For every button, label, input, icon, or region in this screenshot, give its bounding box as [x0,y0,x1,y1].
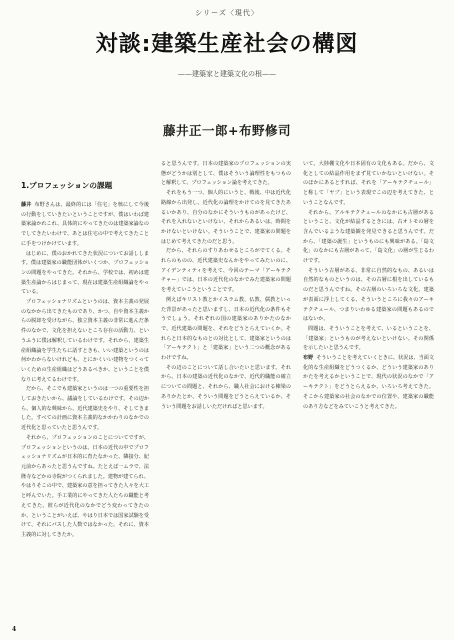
author-funo: 布野修司 [238,123,291,138]
authors-line [0,121,454,139]
paragraph: それから、プロフェッションのことについてですが、プロフェッションというのは、日本の近代の中でプロフェッショナリズムが日本的に育たなかった、隣接分、紀元前からあったと思うんですね。たとえば一ムラで、法隆寺などかの寺院がつくられました。建物が建てられ、やはりそこの中で、建築家の意を担ってきた人々を大工と呼んでいた。手工業的にやってきた人たちの職能と考えてきた、彼らが近代化のなかでどう変わってきたのか、ということがいえば、やはり日本では国家試験を受けて、それにパスした人数ではなかった、それに、資本主義的に対してきたか。 [21,434,149,538]
paragraph: そういう古層がある、非常に自然的なもの、あるいは自然的なものというのは、その古層に根を出しているものだと思うんですね。その古層のいろいろな文化、建築が表面に浮上してくる、そういうところに我々のアーキテクチュール、つまりいわゆる建築家の問題もあるのではないか。 [303,267,434,323]
page-number: 4 [12,626,17,633]
paragraph-text: 布野さんは、最終的には「住宅」を核にして今後の行動をしていきたいということですが、僕はいわば建築家論かれこれ、具体的にやってきたのは建築家論なのでしてきたいわけで、あとは住宅の中で考えてきたことに手をつけかけています。 [21,202,149,247]
text-column-3 [303,160,434,623]
paragraph [21,201,149,250]
paragraph: それをもう一つ、個人的にいうと、戦後、中は近代化路線から出発し、近代化の論理をかけてのを見てきたあるいかあり、自分のなかにそういうものがあったけど、それを入れないといけない、それからあるいは、時間をかけないといけない。そういうことで、建築家の問題をはじめて考えてきたのだと思う。 [161,190,291,245]
page-title: 対談:建築生産社会の構図 [95,32,359,57]
paragraph: それから、アルキテクチュールのなかにも古層があるということ、文化が結晶するときには、古オトモの層を含んでいるような建築観を発見できると思うんです。だから、「建築の誕生」というものにも興味がある。「島文化」のなかにも古層があって、「島文化」の層が生じるわけです。 [303,209,434,265]
section-heading: 1.プロフェッションの課題 [21,181,113,190]
paragraph: はじめに、僕のおかれてきた状況についてお話しします。僕は建築家の職能団体がいくつか、プロフェッションの問題をやってきた。それから、学校では、初めは建築生産論からはじまって、現在は建築生産組織論をやっている。 [21,250,149,296]
author-separator: + [228,123,239,138]
paragraph: だから、それらのすりあわせるところがでてくる。それらのものの、近代建築史なんかをやってみたいのに、アイデンティティを考えて、今回のテーマ「アーキテクチャー」では、日本の近代化のなかでみた建築家の問題を考えていこうということです。 [161,248,291,294]
paragraph: その辺のことについて話し合いたいと思います。それから、日本の建築の近代化のなかで、近代的職能の確立についての問題と、それから、職人社会における棟梁のありかたとか、そういう問題をどうとらえているか、そういう問題をお話しいただければと思います。 [161,364,291,410]
paragraph: プロフェッショナリズムというのは、資本主義の発展のなかから出てきたものであり、かつ、自や資本主義からの脱却を受けながら、独立資本主義の非常に進んだ条件のなかで、文化を担えないところ存在の活動力、というふうに僕は解釈しているわけです。それから、建築生産組織論を学生たちに話すときも、いい建築というのは何かわからないけれども、とにかくいい建物をつくっていくための生産組織はどうあるべきか、ということを僕なりに考えてるわけです。 [21,299,149,383]
page-subtitle: ——建築家と建築文化の根—— [178,70,276,78]
paragraph: ると思うんです。日本の建築家のプロフェッションの実態がどうかは別として、僕はそういう論理性をもつものと解釈して、プロフェッション論を考えてきた。 [161,161,291,187]
paragraph [303,354,434,412]
paragraph: 問題は、そういうことを考えて、いるということを、「建築家」というものが考えないといけない。その関係を示したいと思うんです。 [303,325,434,352]
paragraph: だから、そこでも建築家というのは一つの重要性を担しておきたいから、議論をしているわけです。その辺から、個人的な興味から、近代建築史をやり、そしてきました。すべての計画に資本主義的なかかわりのなかでの近代化と思っていたと思うんです。 [21,386,149,432]
text-column-2 [161,160,291,623]
paragraph: 例えばキリスト教とかイスラム教、仏教、儒教といった背景があったと思いますし、日本の近代化の条件もそうでしょう。それぞれの国の建築家のありかたのなかで、近代建築の問題を、それをどうとらえていくか。それらと日本的なものとの対比として、建築家というのは「アーキテクト」と「建築家」という二つの概念があるわけですね。 [161,296,291,362]
text-column-1 [21,157,149,620]
series-label: シリーズ〈現代〉 [195,9,259,17]
paragraph-text: そういうことを考えていくときに、状況は、当面文化的な生産組織をどうつくるか、どういう建築家のありかたを考えるかということで、現代の状況のなかで「アーキテクト」をどうとらえるか、いろいろ考えてきた。そこから建築家の社会のなかでの位置や、建築家の職能のあり方などをみていこうと考えてきた。 [303,355,434,410]
author-fujii: 藤井正一郎 [162,123,228,138]
speaker-label: 藤井 [21,202,32,208]
speaker-label: 布野 [303,355,314,362]
paragraph: いて、大陸棚文化や日本固有の文化もある。だから、文化としての結晶作用をまず見ていかないといけない。そのほかにあるとすれば、それを「アーキテクチュール」と称して「ヤブ」という表現でこの辺を考えてきた、ということなんです。 [303,161,434,206]
